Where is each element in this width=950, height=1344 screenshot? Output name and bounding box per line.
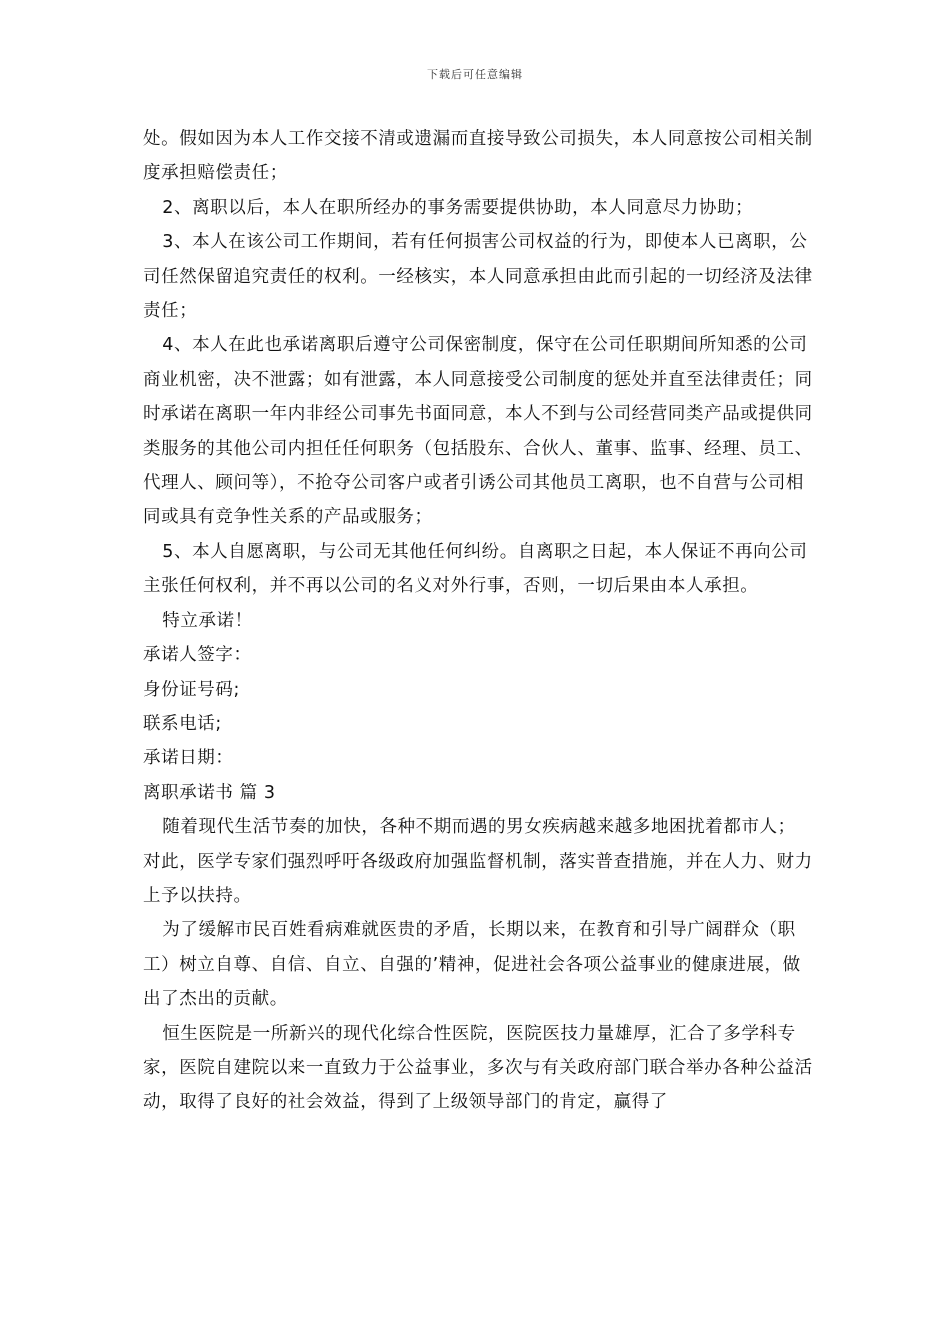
paragraph-8: 为了缓解市民百姓看病难就医贵的矛盾，长期以来，在教育和引导广阔群众（职工）树立自尊、自信、自立、自强的’精神，促进社会各项公益事业的健康进展，做出了杰出的贡献。 bbox=[143, 920, 801, 1010]
document-body bbox=[143, 122, 813, 1120]
paragraph-4: 4、本人在此也承诺离职后遵守公司保密制度，保守在公司任职期间所知悉的公司商业机密，决不泄露；如有泄露，本人同意接受公司制度的惩处并直至法律责任；同时承诺在离职一年内非经公司事先书面同意，本人不到与公司经营同类产品或提供同类服务的其他公司内担任任何职务（包括股东、合伙人、董事、监事、经理、员工、代理人、顾问等），不抢夺公司客户或者引诱公司其他员工离职，也不自营与公司相同或具有竞争性关系的产品或服务； bbox=[143, 335, 813, 528]
paragraph-2: 2、离职以后，本人在职所经办的事务需要提供协助，本人同意尽力协助； bbox=[162, 197, 754, 218]
id-number-label: 身份证号码; bbox=[143, 679, 240, 700]
section-heading: 离职承诺书 篇 3 bbox=[143, 782, 276, 803]
signature-label: 承诺人签字： bbox=[143, 645, 252, 666]
paragraph-3: 3、本人在该公司工作期间，若有任何损害公司权益的行为，即使本人已离职，公司任然保留追究责任的权利。一经核实，本人同意承担由此而引起的一切经济及法律责任； bbox=[143, 232, 813, 322]
phone-label: 联系电话; bbox=[143, 713, 222, 734]
declaration-line: 特立承诺！ bbox=[162, 610, 253, 631]
paragraph-5: 5、本人自愿离职，与公司无其他任何纠纷。自离职之日起，本人保证不再向公司主张任何权利，并不再以公司的名义对外行事，否则，一切后果由本人承担。 bbox=[143, 541, 808, 597]
date-label: 承诺日期： bbox=[143, 748, 234, 769]
paragraph-7: 随着现代生活节奏的加快，各种不期而遇的男女疾病越来越多地困扰着都市人；对此，医学专家们强烈呼吁各级政府加强监督机制，落实普查措施，并在人力、财力上予以扶持。 bbox=[143, 817, 813, 906]
paragraph-9: 恒生医院是一所新兴的现代化综合性医院，医院医技力量雄厚，汇合了多学科专家，医院自建院以来一直致力于公益事业，多次与有关政府部门联合举办各种公益活动，取得了良好的社会效益，得到了上级领导部门的肯定，赢得了 bbox=[143, 1023, 813, 1113]
paragraph-1: 处。假如因为本人工作交接不清或遗漏而直接导致公司损失，本人同意按公司相关制度承担赔偿责任； bbox=[143, 129, 813, 184]
page-header: 下载后可任意编辑 bbox=[427, 68, 523, 81]
